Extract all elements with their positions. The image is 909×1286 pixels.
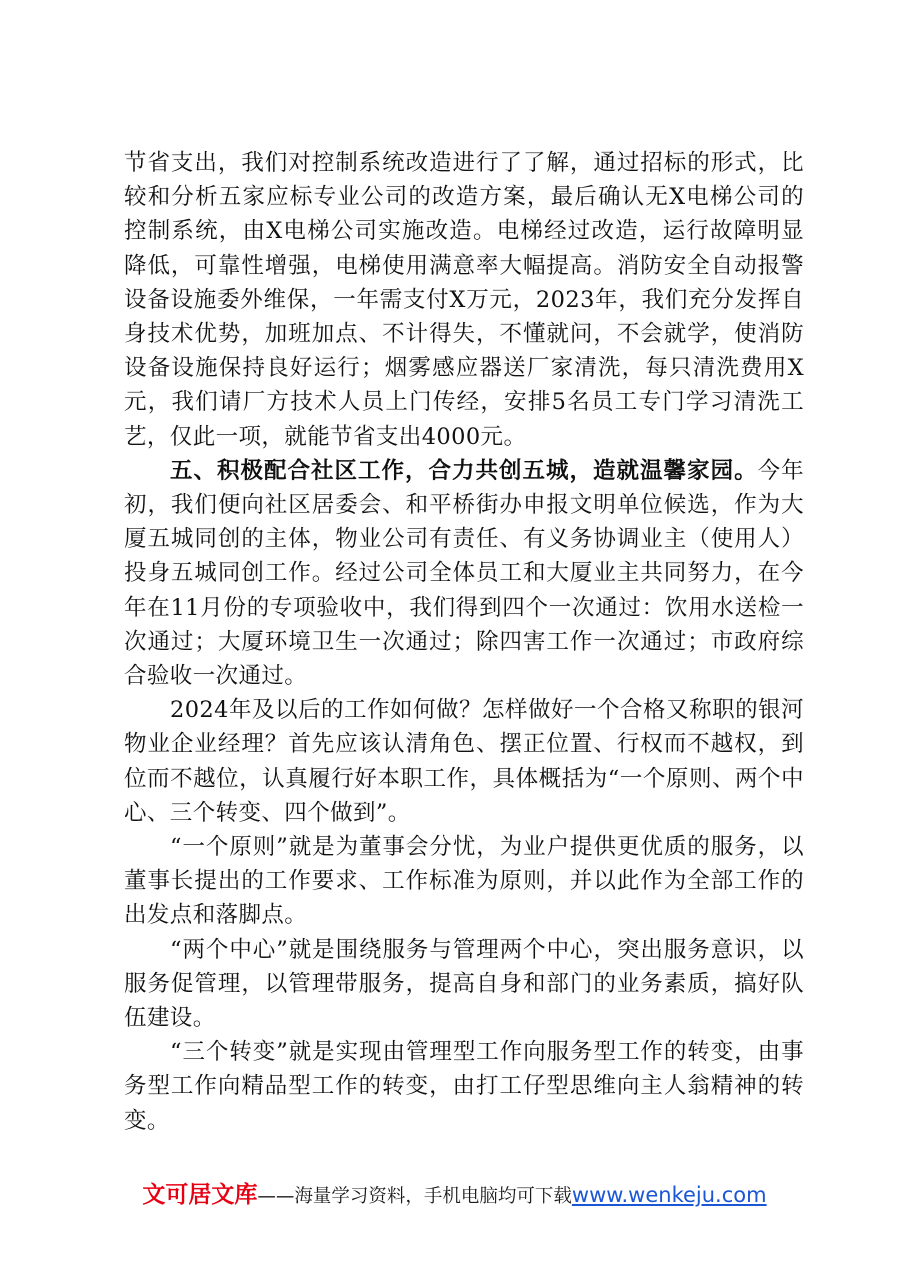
footer-brand: 文可居文库 bbox=[142, 1182, 258, 1208]
section-heading: 五、积极配合社区工作，合力共创五城，造就温馨家园。 bbox=[170, 457, 758, 484]
document-body bbox=[124, 146, 804, 1138]
paragraph-text: “两个中心”就是围绕服务与管理两个中心，突出服务意识，以服务促管理，以管理带服务，提高自身和部门的业务素质，搞好队伍建设。 bbox=[124, 936, 804, 1032]
paragraph-two-centers bbox=[124, 933, 804, 1036]
paragraph-2024-plan bbox=[124, 693, 804, 830]
footer-tagline: ——海量学习资料，手机电脑均可下载 bbox=[257, 1186, 572, 1207]
paragraph-one-principle bbox=[124, 830, 804, 933]
paragraph-text: 2024年及以后的工作如何做？怎样做好一个合格又称职的银河物业企业经理？首先应该认清角色、摆正位置、行权而不越权，到位而不越位，认真履行好本职工作，具体概括为“一个原则、两个中心、三个转变、四个做到”。 bbox=[124, 697, 804, 826]
footer-link[interactable]: www.wenkeju.com bbox=[571, 1183, 767, 1207]
paragraph-text: 节省支出，我们对控制系统改造进行了了解，通过招标的形式，比较和分析五家应标专业公司的改造方案，最后确认无X电梯公司的控制系统，由X电梯公司实施改造。电梯经过改造，运行故障明显降低，可靠性增强，电梯使用满意率大幅提高。消防安全自动报警设备设施委外维保，一年需支付X万元，2023年，我们充分发挥自身技术优势，加班加点、不计得失，不懂就问，不会就学，使消防设备设施保持良好运行；烟雾感应器送厂家清洗，每只清洗费用X元，我们请厂方技术人员上门传经，安排5名员工专门学习清洗工艺，仅此一项，就能节省支出4000元。 bbox=[124, 150, 804, 450]
paragraph-text: “三个转变”就是实现由管理型工作向服务型工作的转变，由事务型工作向精品型工作的转变，由打工仔型思维向主人翁精神的转变。 bbox=[124, 1039, 804, 1134]
paragraph-text: “一个原则”就是为董事会分忧，为业户提供更优质的服务，以董事长提出的工作要求、工作标准为原则，并以此作为全部工作的出发点和落脚点。 bbox=[124, 834, 804, 929]
paragraph-text: 今年初，我们便向社区居委会、和平桥街办申报文明单位候选，作为大厦五城同创的主体，物业公司有责任、有义务协调业主（使用人）投身五城同创工作。经过公司全体员工和大厦业主共同努力，在今年在11月份的专项验收中，我们得到四个一次通过：饮用水送检一次通过；大厦环境卫生一次通过；除四害工作一次通过；市政府综合验收一次通过。 bbox=[124, 457, 804, 690]
paragraph-three-changes bbox=[124, 1035, 804, 1138]
paragraph-continued bbox=[124, 146, 804, 454]
footer-banner bbox=[0, 1180, 909, 1212]
paragraph-section-five bbox=[124, 454, 804, 693]
